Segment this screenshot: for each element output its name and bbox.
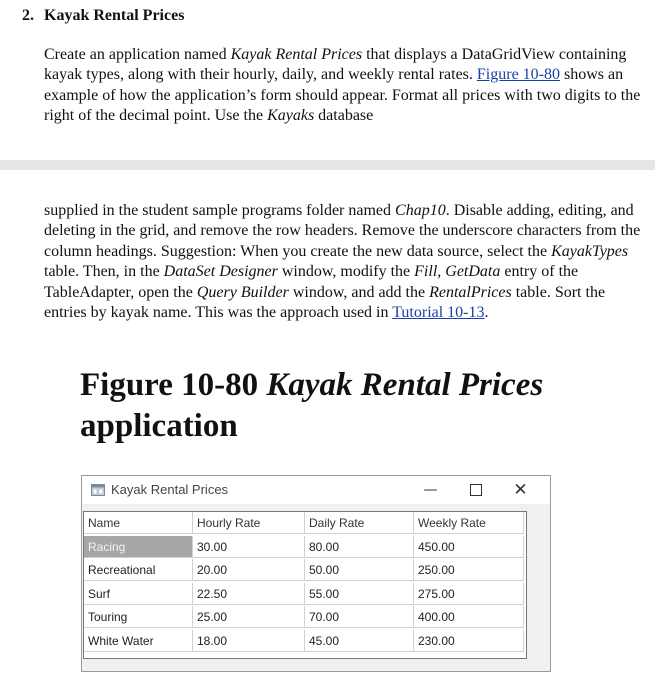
italic-term: DataSet Designer: [163, 263, 278, 281]
exercise-paragraph-1: [44, 45, 644, 127]
column-header[interactable]: Hourly Rate: [193, 512, 305, 534]
rate-cell[interactable]: 80.00: [305, 536, 414, 558]
text-run: table. Then, in the: [44, 263, 164, 281]
rate-cell[interactable]: 275.00: [414, 583, 524, 605]
maximize-icon: [470, 484, 482, 496]
window-title: Kayak Rental Prices: [111, 482, 229, 497]
text-run: database: [314, 107, 374, 125]
kayak-name-cell[interactable]: White Water: [84, 630, 193, 652]
close-button[interactable]: ✕: [513, 480, 528, 500]
rate-cell[interactable]: 400.00: [414, 606, 524, 628]
text-run: . Disable adding, editing, and deleting in the grid, and remove the row headers. Remove the underscore characters from the column headings. Suggestion: When you create the new data source, select the: [44, 202, 641, 260]
figure-caption: Kayak Rental Prices: [266, 367, 544, 403]
figure-label: Figure 10-80: [80, 367, 259, 403]
text-run: Create an application named: [44, 46, 231, 63]
window-titlebar[interactable]: [82, 476, 550, 504]
rate-cell[interactable]: 250.00: [414, 559, 524, 581]
column-header[interactable]: Weekly Rate: [414, 512, 524, 534]
text-run: window, modify the: [277, 263, 415, 281]
rate-cell[interactable]: 22.50: [193, 583, 305, 605]
rental-prices-grid[interactable]: [83, 511, 527, 659]
exercise-title: Kayak Rental Prices: [44, 7, 185, 24]
text-run: supplied in the student sample programs folder named: [44, 202, 396, 219]
rate-cell[interactable]: 55.00: [305, 583, 414, 605]
kayak-name-cell[interactable]: Racing: [84, 536, 193, 558]
text-run: entry of the TableAdapter, open the: [44, 263, 579, 301]
form-icon: [91, 484, 105, 496]
rate-cell[interactable]: 25.00: [193, 606, 305, 628]
rate-cell[interactable]: 45.00: [305, 630, 414, 652]
italic-term: Query Builder: [196, 283, 289, 301]
rate-cell[interactable]: 230.00: [414, 630, 524, 652]
page-section-bottom: [0, 170, 655, 687]
cross-reference-link[interactable]: Figure 10-80: [476, 66, 561, 84]
italic-term: Kayak Rental Prices: [230, 46, 363, 63]
minimize-button[interactable]: —: [423, 482, 438, 498]
italic-term: Chap10: [395, 202, 446, 219]
exercise-paragraph-2: [44, 201, 644, 323]
rate-cell[interactable]: 30.00: [193, 536, 305, 558]
text-run: table. Sort the entries by kayak name. This was the approach used in: [44, 283, 606, 322]
italic-term: Fill, GetData: [414, 263, 501, 281]
text-run: window, and add the: [288, 283, 430, 301]
rate-cell[interactable]: 18.00: [193, 630, 305, 652]
italic-term: KayakTypes: [551, 242, 629, 260]
rate-cell[interactable]: 70.00: [305, 606, 414, 628]
rate-cell[interactable]: 20.00: [193, 559, 305, 581]
column-header[interactable]: Daily Rate: [305, 512, 414, 534]
text-run: that displays a DataGridView containing kayak types, along with their hourly, daily, and weekly rental rates.: [44, 46, 627, 84]
exercise-number: 2.: [22, 7, 34, 24]
rate-cell[interactable]: 450.00: [414, 536, 524, 558]
app-window: [81, 475, 551, 672]
kayak-name-cell[interactable]: Touring: [84, 606, 193, 628]
column-header[interactable]: Name: [84, 512, 193, 534]
maximize-button[interactable]: [453, 476, 498, 504]
kayak-name-cell[interactable]: Recreational: [84, 559, 193, 581]
figure-caption-tail: application: [80, 408, 238, 444]
italic-term: Kayaks: [267, 107, 315, 125]
page-section-top: [0, 0, 655, 160]
text-run: shows an example of how the application’s form should appear. Format all prices with two digits to the right of the decimal point. Use the: [44, 66, 641, 125]
figure-title: [80, 365, 640, 447]
kayak-name-cell[interactable]: Surf: [84, 583, 193, 605]
text-run: .: [484, 304, 489, 322]
italic-term: RentalPrices: [429, 283, 512, 301]
rate-cell[interactable]: 50.00: [305, 559, 414, 581]
page-divider: [0, 160, 655, 170]
cross-reference-link[interactable]: Tutorial 10-13: [392, 304, 485, 322]
